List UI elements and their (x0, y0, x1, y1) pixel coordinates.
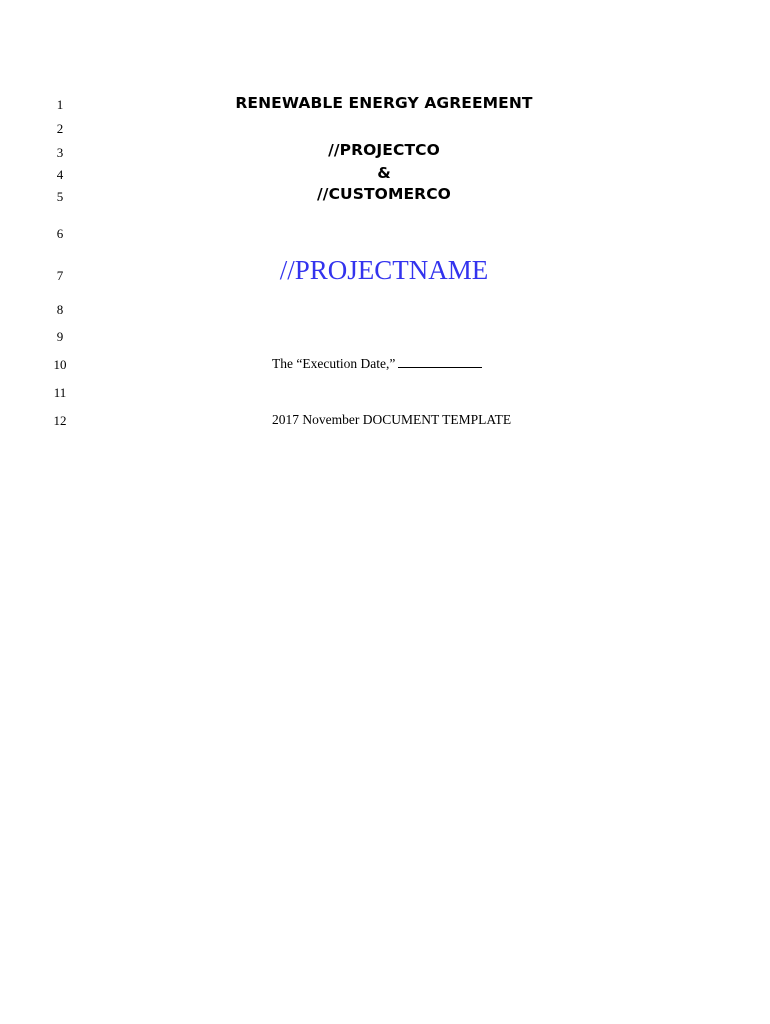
line-number-1: 1 (56, 97, 64, 112)
document-title: RENEWABLE ENERGY AGREEMENT (235, 94, 533, 112)
party-two: //CUSTOMERCO (317, 185, 451, 203)
party-one: //PROJECTCO (328, 141, 440, 159)
line-number-6: 6 (56, 226, 64, 241)
line-number-5: 5 (56, 189, 64, 204)
line-number-7: 7 (56, 268, 64, 283)
project-name: //PROJECTNAME (279, 255, 489, 285)
line-number-2: 2 (56, 121, 64, 136)
line-number-4: 4 (56, 167, 64, 182)
execution-date-blank (398, 358, 482, 368)
line-number-8: 8 (56, 302, 64, 317)
ampersand: & (377, 164, 391, 182)
execution-date-label: The “Execution Date,” (272, 356, 396, 371)
execution-date-line (272, 356, 482, 372)
line-number-11: 11 (53, 385, 67, 400)
line-number-12: 12 (53, 413, 67, 428)
template-note: 2017 November DOCUMENT TEMPLATE (272, 412, 512, 427)
line-number-10: 10 (53, 357, 67, 372)
line-number-9: 9 (56, 329, 64, 344)
line-number-3: 3 (56, 145, 64, 160)
